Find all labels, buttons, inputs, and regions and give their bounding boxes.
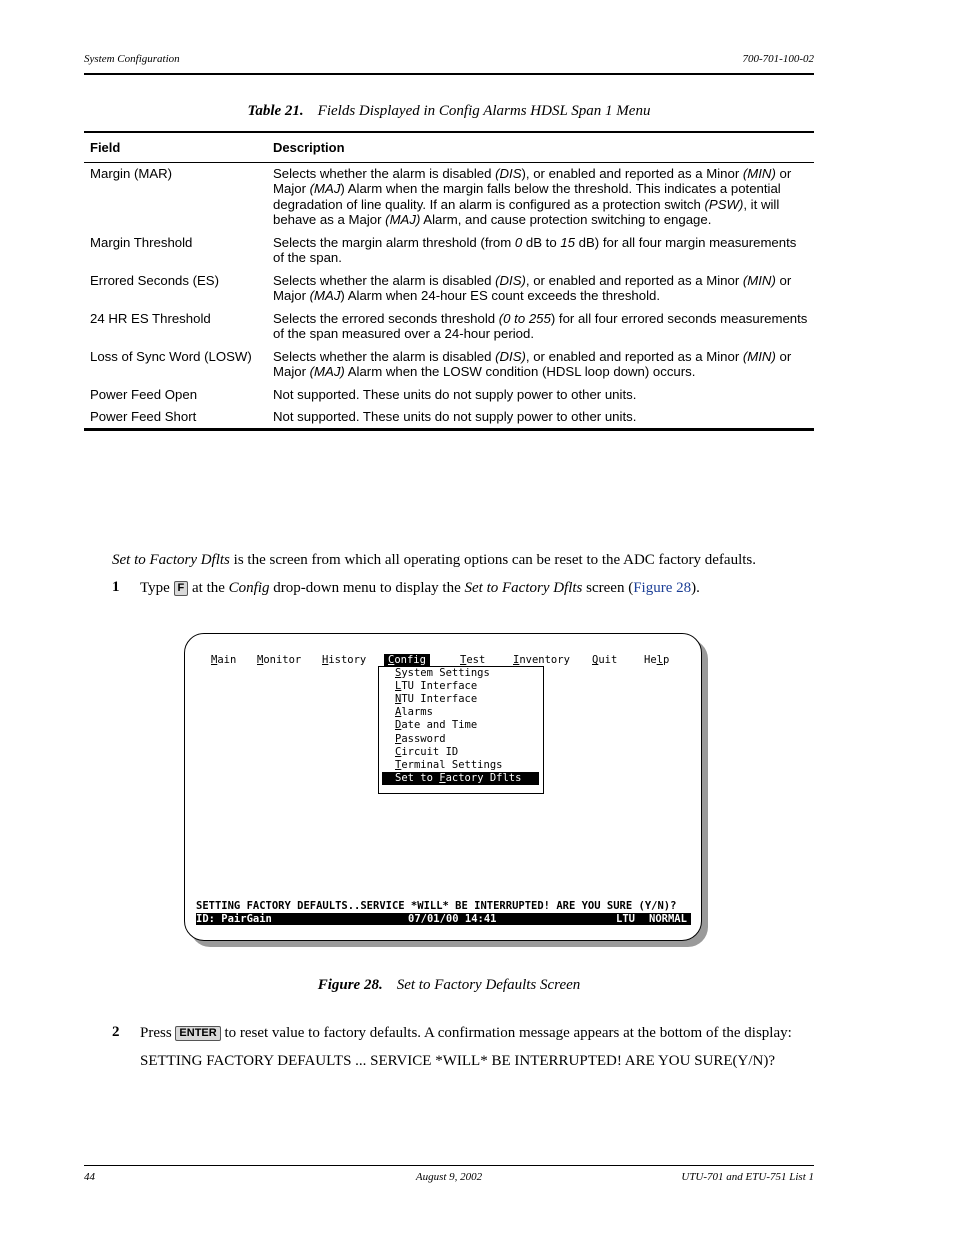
- step-2-text-part: to reset value to factory defaults. A confirmation message appears at the bottom of the display:: [220, 1025, 792, 1041]
- step-1-text-part: Type: [140, 580, 174, 596]
- field-cell: Margin (MAR): [90, 165, 173, 181]
- description-cell: Not supported. These units do not supply power to other units.: [273, 409, 637, 424]
- description-cell: Selects whether the alarm is disabled (DIS), or enabled and reported as a Minor (MIN) or Major (MAJ) Alarm when 24-hour ES count exceeds the threshold.: [273, 272, 792, 303]
- table-row: [84, 270, 814, 308]
- column-header-description: Description: [267, 132, 814, 162]
- table-row: [84, 346, 814, 384]
- terminal-menu-config[interactable]: Config: [384, 654, 430, 667]
- field-cell: Margin Threshold: [90, 234, 193, 250]
- description-cell: Not supported. These units do not supply power to other units.: [273, 386, 637, 402]
- table-header-row: [84, 132, 814, 162]
- dropdown-item-date-and-time[interactable]: Date and Time: [395, 719, 478, 732]
- field-cell: Power Feed Short: [90, 409, 197, 424]
- status-unit: LTU: [616, 913, 635, 925]
- step-1-text-part: ).: [691, 580, 700, 596]
- step-1-screen-name: Set to Factory Dflts: [464, 580, 583, 596]
- header-doc-number: 700-701-100-02: [742, 53, 814, 65]
- table-row: [84, 162, 814, 232]
- terminal-menu-inventory[interactable]: Inventory: [513, 654, 570, 666]
- status-id: ID: PairGain: [196, 913, 272, 925]
- step-2-confirmation-message: SETTING FACTORY DEFAULTS ... SERVICE *WILL* BE INTERRUPTED! ARE YOU SURE(Y/N)?: [140, 1053, 776, 1069]
- footer-product: UTU-701 and ETU-751 List 1: [681, 1171, 814, 1183]
- table-caption-label: Table 21.: [247, 103, 304, 119]
- figure-caption: [84, 977, 814, 994]
- figure-caption-title: Set to Factory Defaults Screen: [396, 977, 581, 993]
- dropdown-item-ltu-interface[interactable]: LTU Interface: [395, 680, 478, 693]
- terminal-status-bar: [196, 913, 691, 925]
- step-1-text: [140, 579, 700, 597]
- terminal-menu-main[interactable]: Main: [211, 654, 237, 666]
- table-row: [84, 308, 814, 346]
- footer-rule: [84, 1165, 814, 1166]
- field-cell: 24 HR ES Threshold: [90, 310, 211, 326]
- figure-caption-label: Figure 28.: [317, 977, 383, 993]
- step-number-2: 2: [112, 1024, 120, 1040]
- key-enter: ENTER: [175, 1026, 220, 1041]
- column-header-field: Field: [84, 132, 267, 162]
- step-2-text-part: Press: [140, 1025, 176, 1041]
- header-section-title: System Configuration: [84, 53, 180, 65]
- intro-paragraph: [112, 551, 756, 569]
- terminal-status-message: SETTING FACTORY DEFAULTS..SERVICE *WILL* BE INTERRUPTED! ARE YOU SURE (Y/N)?: [196, 900, 677, 912]
- intro-screen-name: Set to Factory Dflts: [112, 552, 230, 568]
- terminal-menu-history[interactable]: History: [322, 654, 367, 666]
- field-cell: Errored Seconds (ES): [90, 272, 219, 288]
- description-cell: Selects whether the alarm is disabled (DIS), or enabled and reported as a Minor (MIN) or Major (MAJ) Alarm when the margin falls below the threshold. This indicates a potential degradation of line quality. If an alarm is configured as a protection switch (PSW), it will behave as a Major (MAJ) Alarm, and cause protection switching to engage.: [273, 165, 792, 227]
- step-1-text-part: drop-down menu to display the: [269, 580, 465, 596]
- dropdown-item-set-to-factory-dflts[interactable]: Set to Factory Dflts: [395, 771, 522, 784]
- description-cell: Selects the margin alarm threshold (from 0 dB to 15 dB) for all four margin measurements of the span.: [273, 234, 797, 265]
- field-cell: Power Feed Open: [90, 386, 198, 402]
- terminal-menu-test[interactable]: Test: [460, 654, 486, 666]
- description-cell: Selects whether the alarm is disabled (DIS), or enabled and reported as a Minor (MIN) or Major (MAJ) Alarm when the LOSW condition (HDSL loop down) occurs.: [273, 348, 792, 379]
- dropdown-item-ntu-interface[interactable]: NTU Interface: [395, 693, 478, 706]
- status-state: NORMAL: [649, 913, 687, 925]
- terminal-menu-monitor[interactable]: Monitor: [257, 654, 302, 666]
- dropdown-item-terminal-settings[interactable]: Terminal Settings: [395, 758, 503, 771]
- figure-28-link[interactable]: Figure 28: [633, 580, 692, 596]
- dropdown-item-system-settings[interactable]: System Settings: [395, 667, 490, 679]
- table-row: [84, 232, 814, 270]
- table-row: [84, 406, 814, 429]
- step-2-text: [140, 1024, 792, 1042]
- header-rule: [84, 73, 814, 75]
- status-datetime: 07/01/00 14:41: [408, 913, 497, 925]
- intro-text: is the screen from which all operating options can be reset to the ADC factory defaults.: [229, 552, 756, 568]
- dropdown-item-circuit-id[interactable]: Circuit ID: [395, 745, 459, 758]
- dropdown-item-alarms[interactable]: Alarms: [395, 706, 433, 719]
- dropdown-item-password[interactable]: Password: [395, 732, 446, 745]
- field-cell: Loss of Sync Word (LOSW): [90, 348, 252, 364]
- terminal-menu-help[interactable]: Help: [644, 654, 670, 666]
- terminal-menu-quit[interactable]: Quit: [592, 654, 618, 666]
- table-caption: [84, 103, 814, 120]
- footer-page-number: 44: [84, 1171, 95, 1183]
- description-cell: Selects the errored seconds threshold (0 to 255) for all four errored seconds measurements of the span measured over a 24-hour period.: [273, 310, 808, 341]
- step-number-1: 1: [112, 579, 120, 595]
- key-f: F: [174, 581, 189, 596]
- table-row: [84, 384, 814, 407]
- step-1-text-part: screen (: [582, 580, 634, 596]
- step-1-menu-name: Config: [228, 580, 270, 596]
- fields-table: [84, 131, 814, 431]
- table-caption-title: Fields Displayed in Config Alarms HDSL Span 1 Menu: [317, 103, 651, 119]
- step-1-text-part: at the: [188, 580, 229, 596]
- footer-date: August 9, 2002: [415, 1171, 483, 1183]
